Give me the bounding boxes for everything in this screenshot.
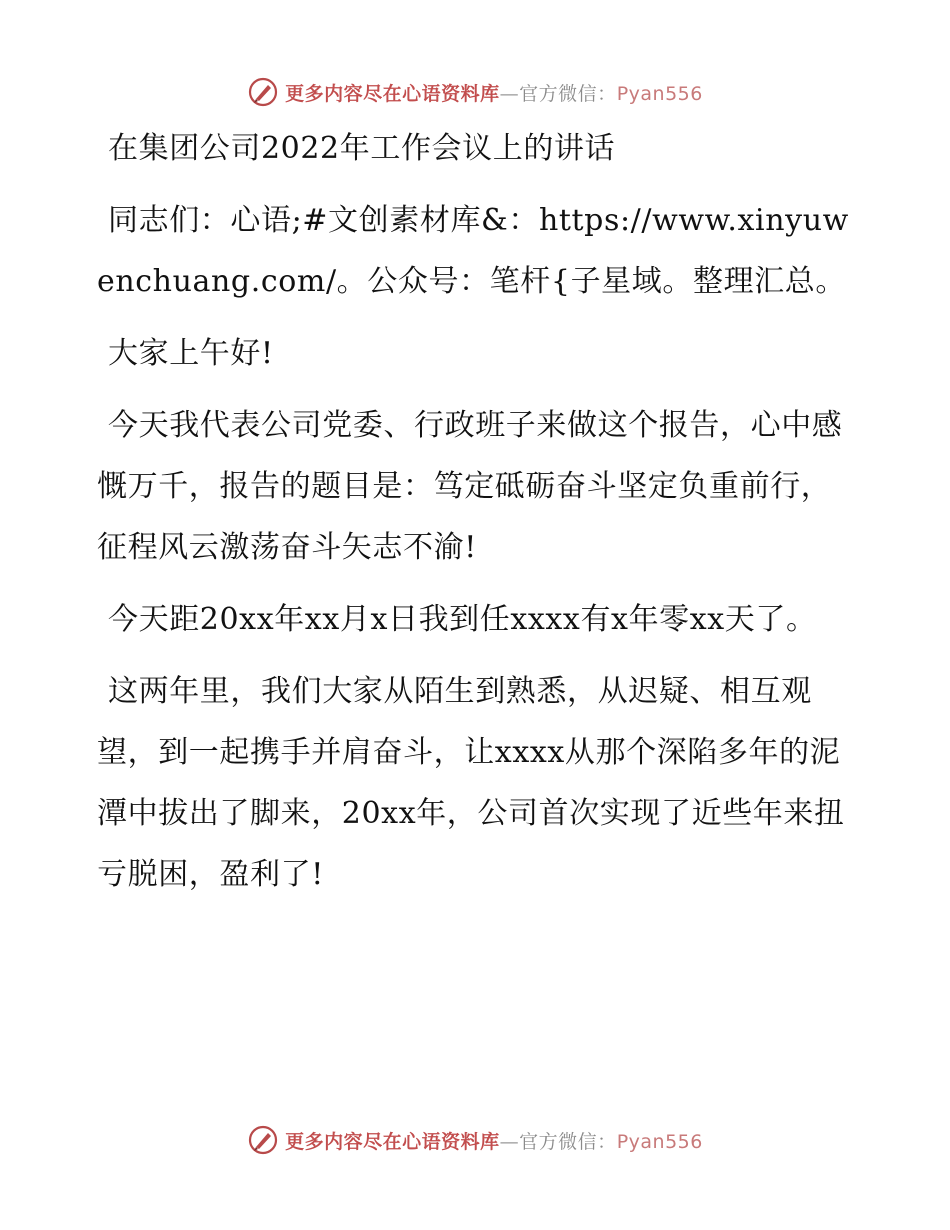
watermark-separator: — [499,82,520,105]
watermark-text [285,79,703,106]
paragraph-morning: 大家上午好! [108,336,274,371]
watermark-site-text: 更多内容尽在心语资料库 [285,1130,500,1153]
paragraph-report-intro: 今天我代表公司党委、行政班子来做这个报告，心中感慨万千，报告的题目是：笃定砥砺奋斗坚定负重前行，征程风云激荡奋斗矢志不渝! [97,408,843,565]
quill-pen-icon [247,76,279,108]
watermark-wechat-label: 官方微信： [519,1130,617,1153]
watermark-wechat-id: Pyan556 [616,82,703,105]
paragraph-achievement: 这两年里，我们大家从陌生到熟悉，从迟疑、相互观望，到一起携手并肩奋斗，让xxxx从那个深陷多年的泥潭中拔出了脚来，20xx年，公司首次实现了近些年来扭亏脱困，盈利了! [97,674,845,892]
watermark-site-text: 更多内容尽在心语资料库 [285,82,500,105]
document-body [97,118,857,916]
watermark-separator: — [499,1130,520,1153]
watermark-text [285,1127,703,1154]
document-title: 在集团公司2022年工作会议上的讲话 [108,131,616,166]
footer-watermark-banner [0,1120,950,1160]
paragraph-greeting: 同志们：心语;#文创素材库&：https://www.xinyuwenchuang.com/。公众号：笔杆{子星域。整理汇总。 [97,203,849,299]
header-watermark-banner [0,72,950,112]
quill-pen-icon [247,1124,279,1156]
watermark-wechat-id: Pyan556 [616,1130,703,1153]
watermark-wechat-label: 官方微信： [519,82,617,105]
paragraph-tenure: 今天距20xx年xx月x日我到任xxxx有x年零xx天了。 [108,602,817,637]
